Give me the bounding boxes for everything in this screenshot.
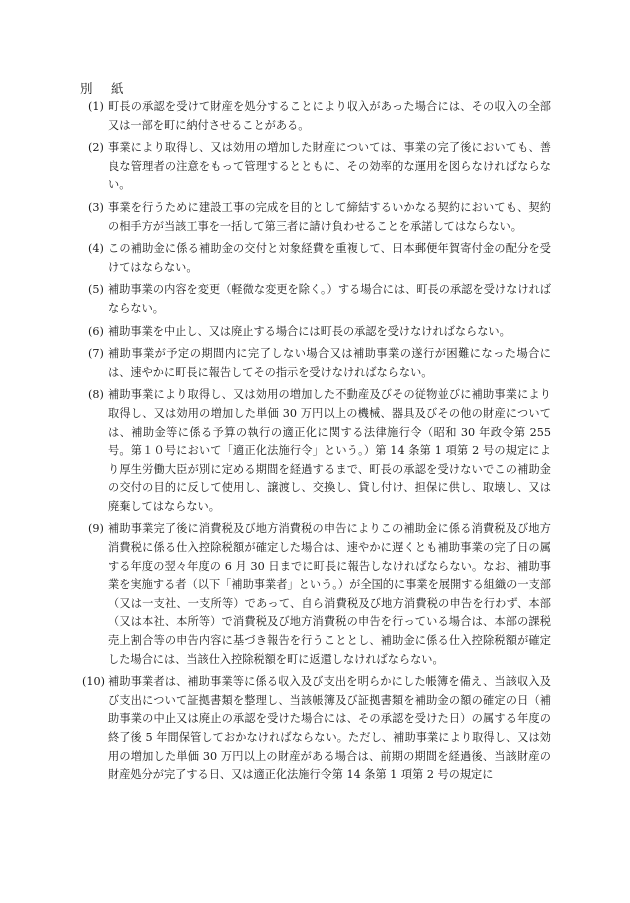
- condition-item-10: [82, 673, 551, 785]
- item-text: 事業により取得し、又は効用の増加した財産については、事業の完了後においても、善良な管理者の注意をもって管理するとともに、その効率的な運用を図らなければならない。: [108, 141, 551, 192]
- condition-item-4: [88, 240, 551, 277]
- condition-item-6: [88, 323, 551, 342]
- item-text: 補助事業完了後に消費税及び地方消費税の申告によりこの補助金に係る消費税及び地方消費税に係る仕入控除税額が確定した場合は、速やかに遅くとも補助事業の完了日の属する年度の翌々年度の 6 月 30 日までに町長に報告しなければならない。なお、補助事業を実施する者（以下「補助事業者」という。）が全国的に事業を展開する組織の一支部（又は一支社、一支所等）であって、自ら消費税及び地方消費税の申告を行わず、本部（又は本社、本所等）で消費税及び地方消費税の申告を行っている場合は、本部の課税売上割合等の申告内容に基づき報告を行うこととし、補助金に係る仕入控除税額が確定した場合には、当該仕入控除税額を町に返還しなければならない。: [108, 522, 551, 666]
- item-text: 補助事業が予定の期間内に完了しない場合又は補助事業の遂行が困難になった場合には、速やかに町長に報告してその指示を受けなければならない。: [108, 347, 551, 379]
- item-number: (2): [88, 141, 104, 155]
- item-number: (1): [88, 100, 104, 113]
- item-text: 補助事業により取得し、又は効用の増加した不動産及びその従物並びに補助事業により取得し、又は効用の増加した単価 30 万円以上の機械、器具及びその他の財産については、補助金等に係る予算の執行の適正化に関する法律施行令（昭和 30 年政令第 255 号。第１０号において「適正化法施行令」という。）第 14 条第 1 項第 2 号の規定により厚生労働大臣が別に定める期間を経過するまで、町長の承認を受けないでこの補助金の交付の目的に反して使用し、譲渡し、交換し、貸し付け、担保に供し、取壊し、又は廃棄してはならない。: [108, 388, 551, 513]
- item-number: (3): [88, 200, 104, 214]
- condition-item-2: [88, 139, 551, 195]
- condition-item-7: [88, 345, 551, 382]
- item-number: (8): [88, 388, 104, 402]
- item-number: (5): [88, 283, 104, 297]
- item-number: (9): [88, 522, 104, 536]
- item-text: 補助事業者は、補助事業等に係る収入及び支出を明らかにした帳簿を備え、当該収入及び支出について証拠書類を整理し、当該帳簿及び証拠書類を補助金の額の確定の日（補助事業の中止又は廃止の承認を受けた場合には、その承認を受けた日）の属する年度の終了後 5 年間保管しておかなければならない。ただし、補助事業により取得し、又は効用の増加した単価 30 万円以上の財産がある場合は、前期の期間を経過後、当該財産の財産処分が完了する日、又は適正化法施行令第 14 条第 1 項第 2 号の規定に: [108, 675, 551, 782]
- item-text: 町長の承認を受けて財産を処分することにより収入があった場合には、その収入の全部又は一部を町に納付させることがある。: [108, 100, 551, 132]
- item-number: (10): [82, 675, 105, 689]
- item-text: 事業を行うために建設工事の完成を目的として締結するいかなる契約においても、契約の相手方が当該工事を一括して第三者に請け負わせることを承諾してはならない。: [108, 200, 551, 233]
- condition-item-1: [88, 98, 551, 135]
- condition-item-5: [88, 281, 551, 318]
- condition-item-8: [88, 386, 551, 516]
- condition-item-3: [88, 199, 551, 236]
- item-text: 補助事業の内容を変更（軽微な変更を除く。）する場合には、町長の承認を受けなければならない。: [108, 283, 551, 315]
- document-heading: 別 紙: [80, 81, 127, 96]
- item-text: この補助金に係る補助金の交付と対象経費を重複して、日本郵便年賀寄付金の配分を受けてはならない。: [108, 242, 551, 274]
- item-number: (6): [88, 324, 104, 338]
- conditions-list: [82, 98, 551, 789]
- condition-item-9: [88, 520, 551, 669]
- item-number: (7): [88, 347, 104, 361]
- item-number: (4): [88, 242, 104, 256]
- item-text: 補助事業を中止し、又は廃止する場合には町長の承認を受けなければならない。: [108, 324, 511, 338]
